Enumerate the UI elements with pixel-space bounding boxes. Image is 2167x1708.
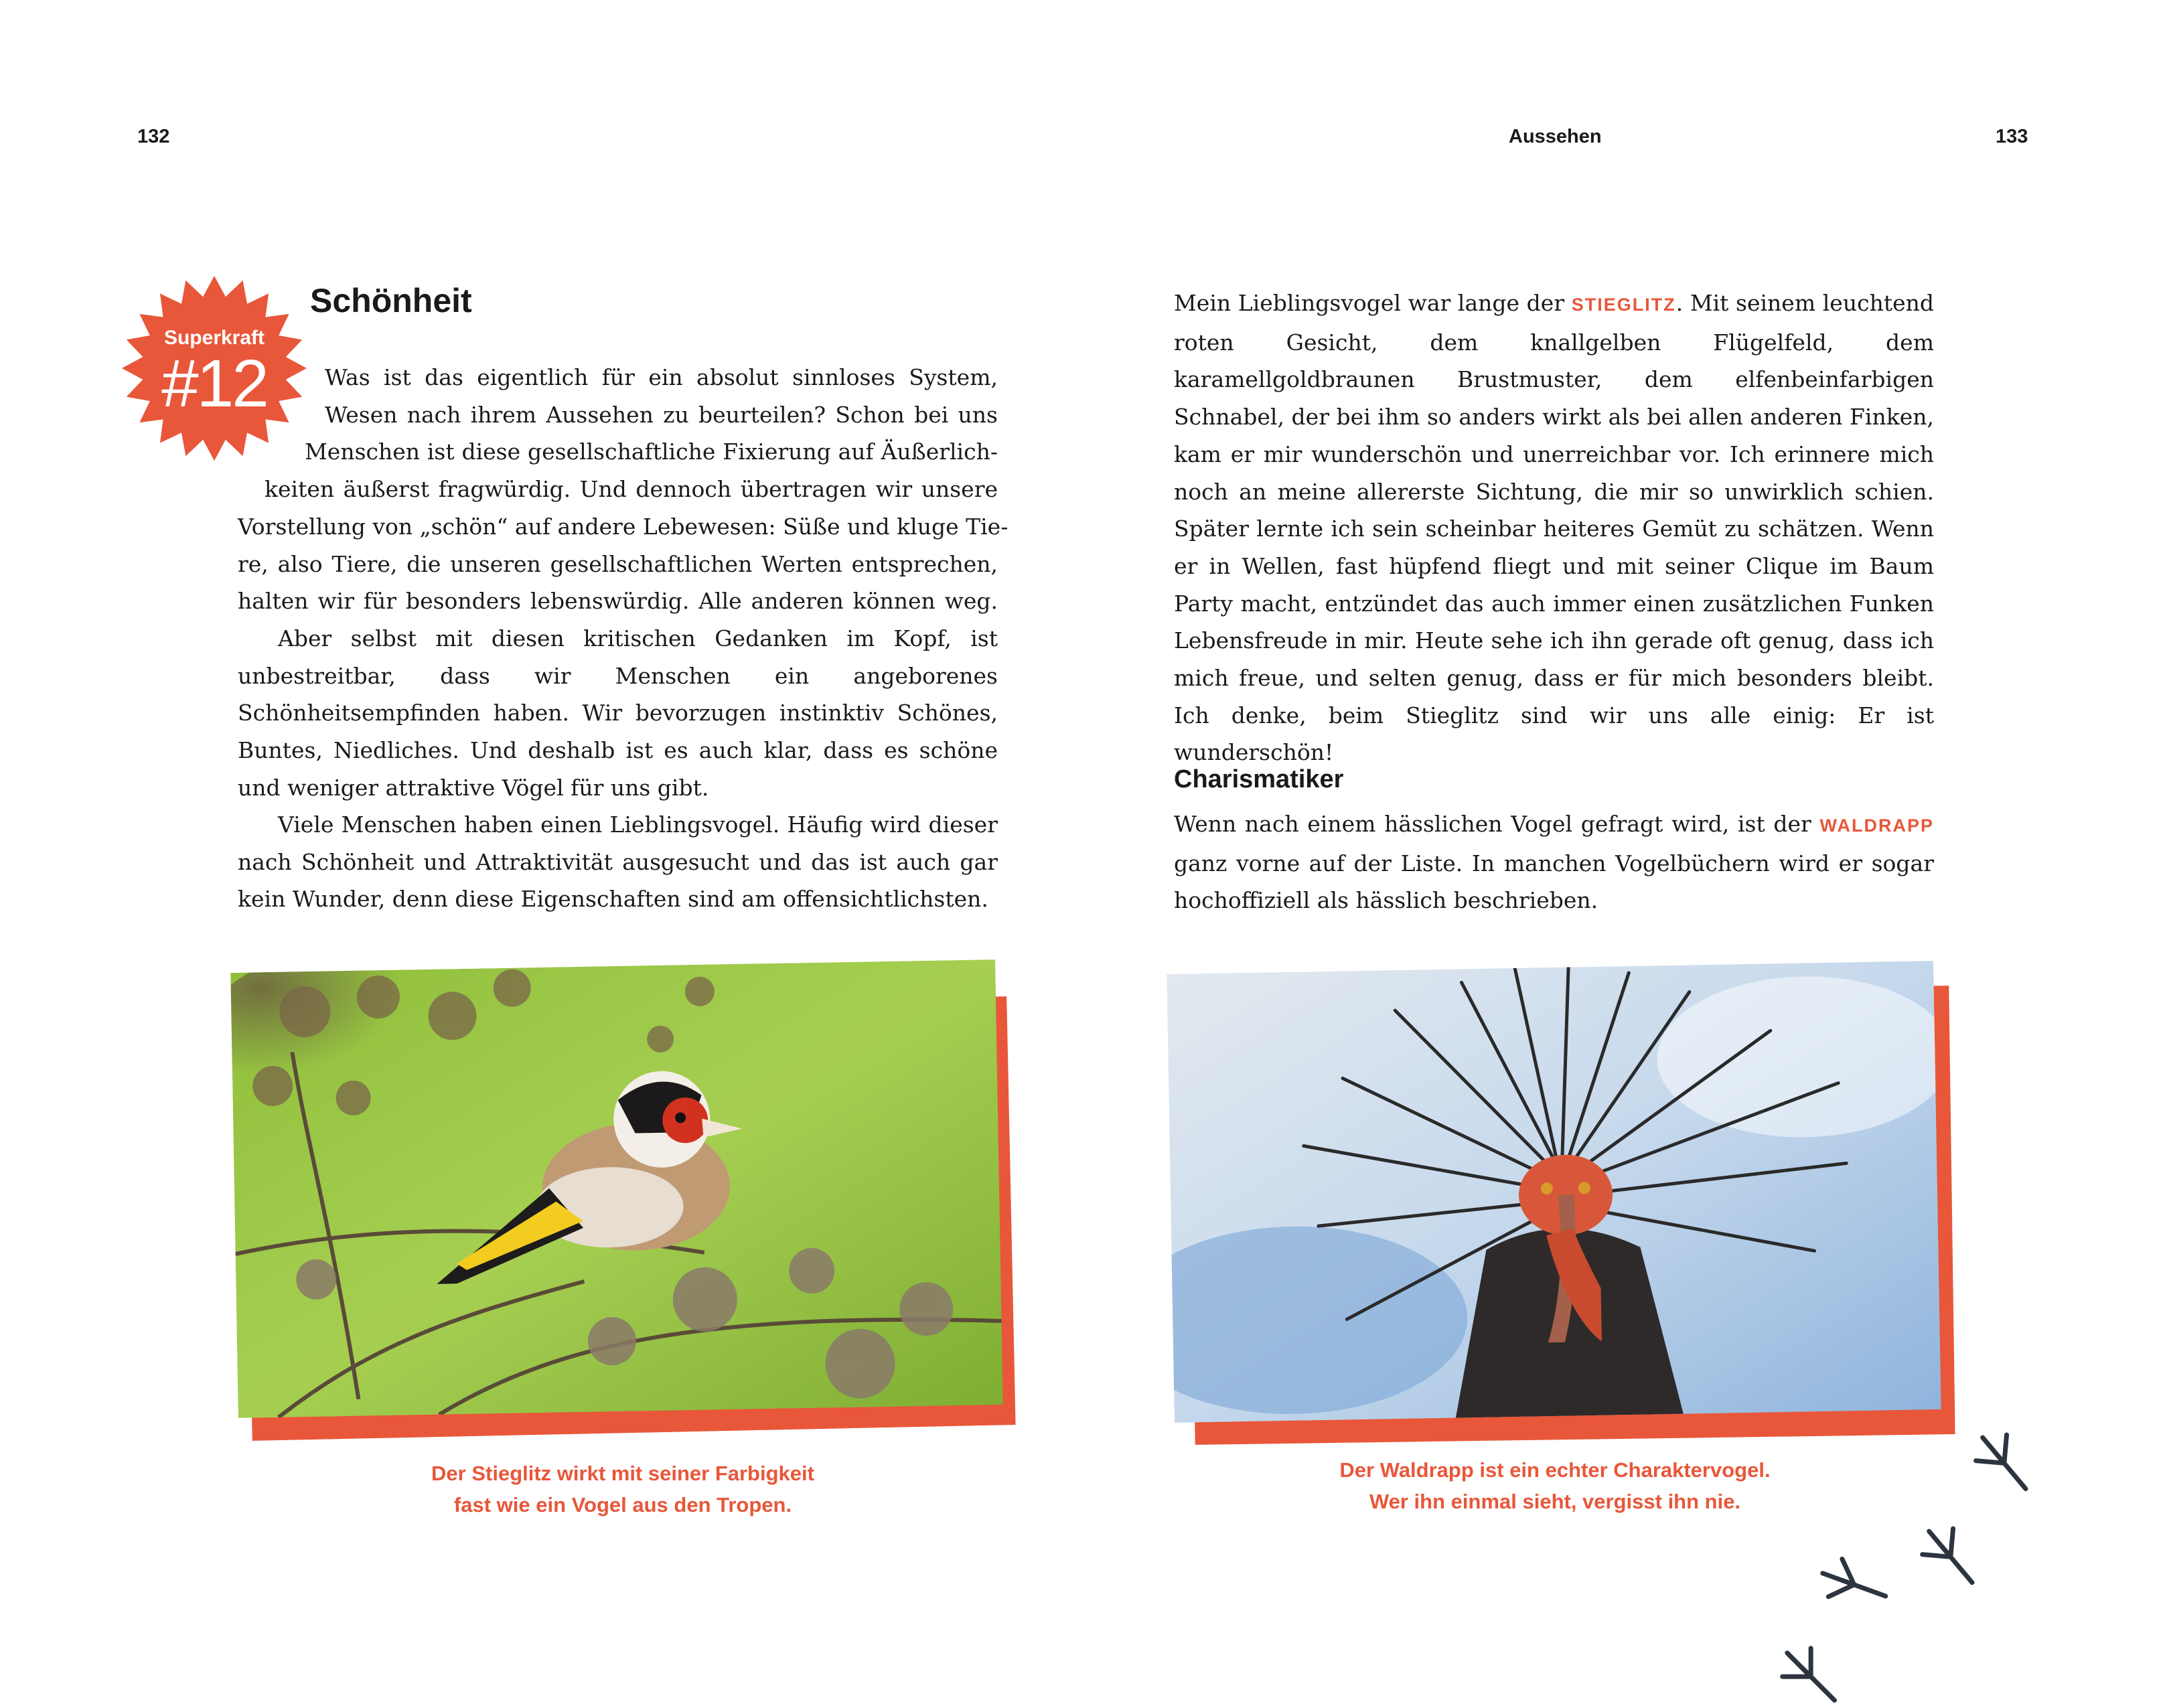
intro-line: Wesen nach ihrem Aussehen zu beurteilen? Schon bei uns [325, 401, 998, 428]
text-run: ganz vorne auf der Liste. In manchen Vogelbüchern wird er sogar hochoffiziell als hässlich beschrieben. [1174, 850, 1934, 914]
intro-line: halten wir für besonders lebenswürdig. Alle anderen können weg. [238, 588, 998, 615]
page-number-right: 133 [1996, 126, 2028, 147]
intro-line: Menschen ist diese gesellschaftliche Fixierung auf Äußerlich- [305, 439, 998, 465]
goldfinch-photo [230, 959, 1002, 1418]
waldrapp-photo [1167, 961, 1941, 1423]
bird-name-waldrapp: WALDRAPP [1819, 816, 1934, 836]
body-paragraph: Viele Menschen haben einen Lieblingsvogel. Häufig wird dieser nach Schönheit und Attraktivität ausgesucht und das ist auch gar kein Wunder, denn diese Eigenschaften sind am offensichtlichsten. [238, 811, 998, 913]
caption-stieglitz [321, 1458, 924, 1521]
page-number-left: 132 [137, 126, 170, 147]
intro-line: keiten äußerst fragwürdig. Und dennoch übertragen wir unsere [265, 476, 998, 503]
intro-paragraph [238, 359, 1008, 620]
caption-line: Der Waldrapp ist ein echter Charaktervogel. [1339, 1458, 1771, 1482]
caption-line: Wer ihn einmal sieht, vergisst ihn nie. [1369, 1490, 1741, 1513]
running-head: Aussehen [1509, 126, 1602, 147]
section-heading: Schönheit [310, 282, 472, 319]
text-run: Mein Lieblingsvogel war lange der [1174, 290, 1572, 316]
subsection-heading: Charismatiker [1174, 765, 1344, 793]
badge-label: Superkraft [163, 327, 265, 349]
caption-line: Der Stieglitz wirkt mit seiner Farbigkeit [431, 1462, 814, 1485]
bird-tracks-icon [1741, 1413, 2116, 1707]
text-run: Wenn nach einem hässlichen Vogel gefragt wird, ist der [1174, 811, 1820, 837]
body-paragraph-waldrapp [1174, 805, 1934, 919]
text-run: . Mit seinem leuchtend roten Gesicht, dem knallgelben Flügelfeld, dem karamellgoldbraunen Brustmuster, dem elfenbeinfarbigen Schnabel, der bei ihm so anders wirkt als bei allen anderen Finken, kam er mir wunderschön und unerreichbar vor. Ich erinnere mich noch an meine allererste Sichtung, die mir so unwirklich schien. Später lernte ich sein scheinbar heiteres Gemüt zu schätzen. Wenn er in Wellen, fast hüpfend fliegt und mit seiner Clique im Baum Party macht, entzündet das auch immer einen zusätzlichen Funken Lebensfreude in mir. Heute sehe ich ihn gerade oft genug, dass ich mich freue, und selten genug, dass er für mich besonders bleibt. Ich denke, beim Stieglitz sind wir uns alle einig: Er ist wunderschön! [1174, 290, 1934, 766]
intro-line: re, also Tiere, die unseren gesellschaftlichen Werten entsprechen, [238, 550, 998, 577]
bird-name-stieglitz: STIEGLITZ [1571, 295, 1676, 315]
intro-line: Vorstellung von „schön“ auf andere Lebewesen: Süße und kluge Tie- [238, 513, 1008, 540]
body-paragraph-stieglitz [1174, 285, 1934, 771]
intro-line: Was ist das eigentlich für ein absolut sinnloses System, [325, 364, 998, 390]
caption-line: fast wie ein Vogel aus den Tropen. [453, 1493, 792, 1517]
body-paragraph: Aber selbst mit diesen kritischen Gedanken im Kopf, ist unbestreitbar, dass wir Menschen ein angeborenes Schönheitsempfinden haben. Wir bevorzugen instinktiv Schönes, Buntes, Niedliches. Und deshalb ist es auch klar, dass es schöne und weniger attraktive Vögel für uns gibt. [238, 625, 998, 801]
badge-number: #12 [161, 346, 267, 421]
